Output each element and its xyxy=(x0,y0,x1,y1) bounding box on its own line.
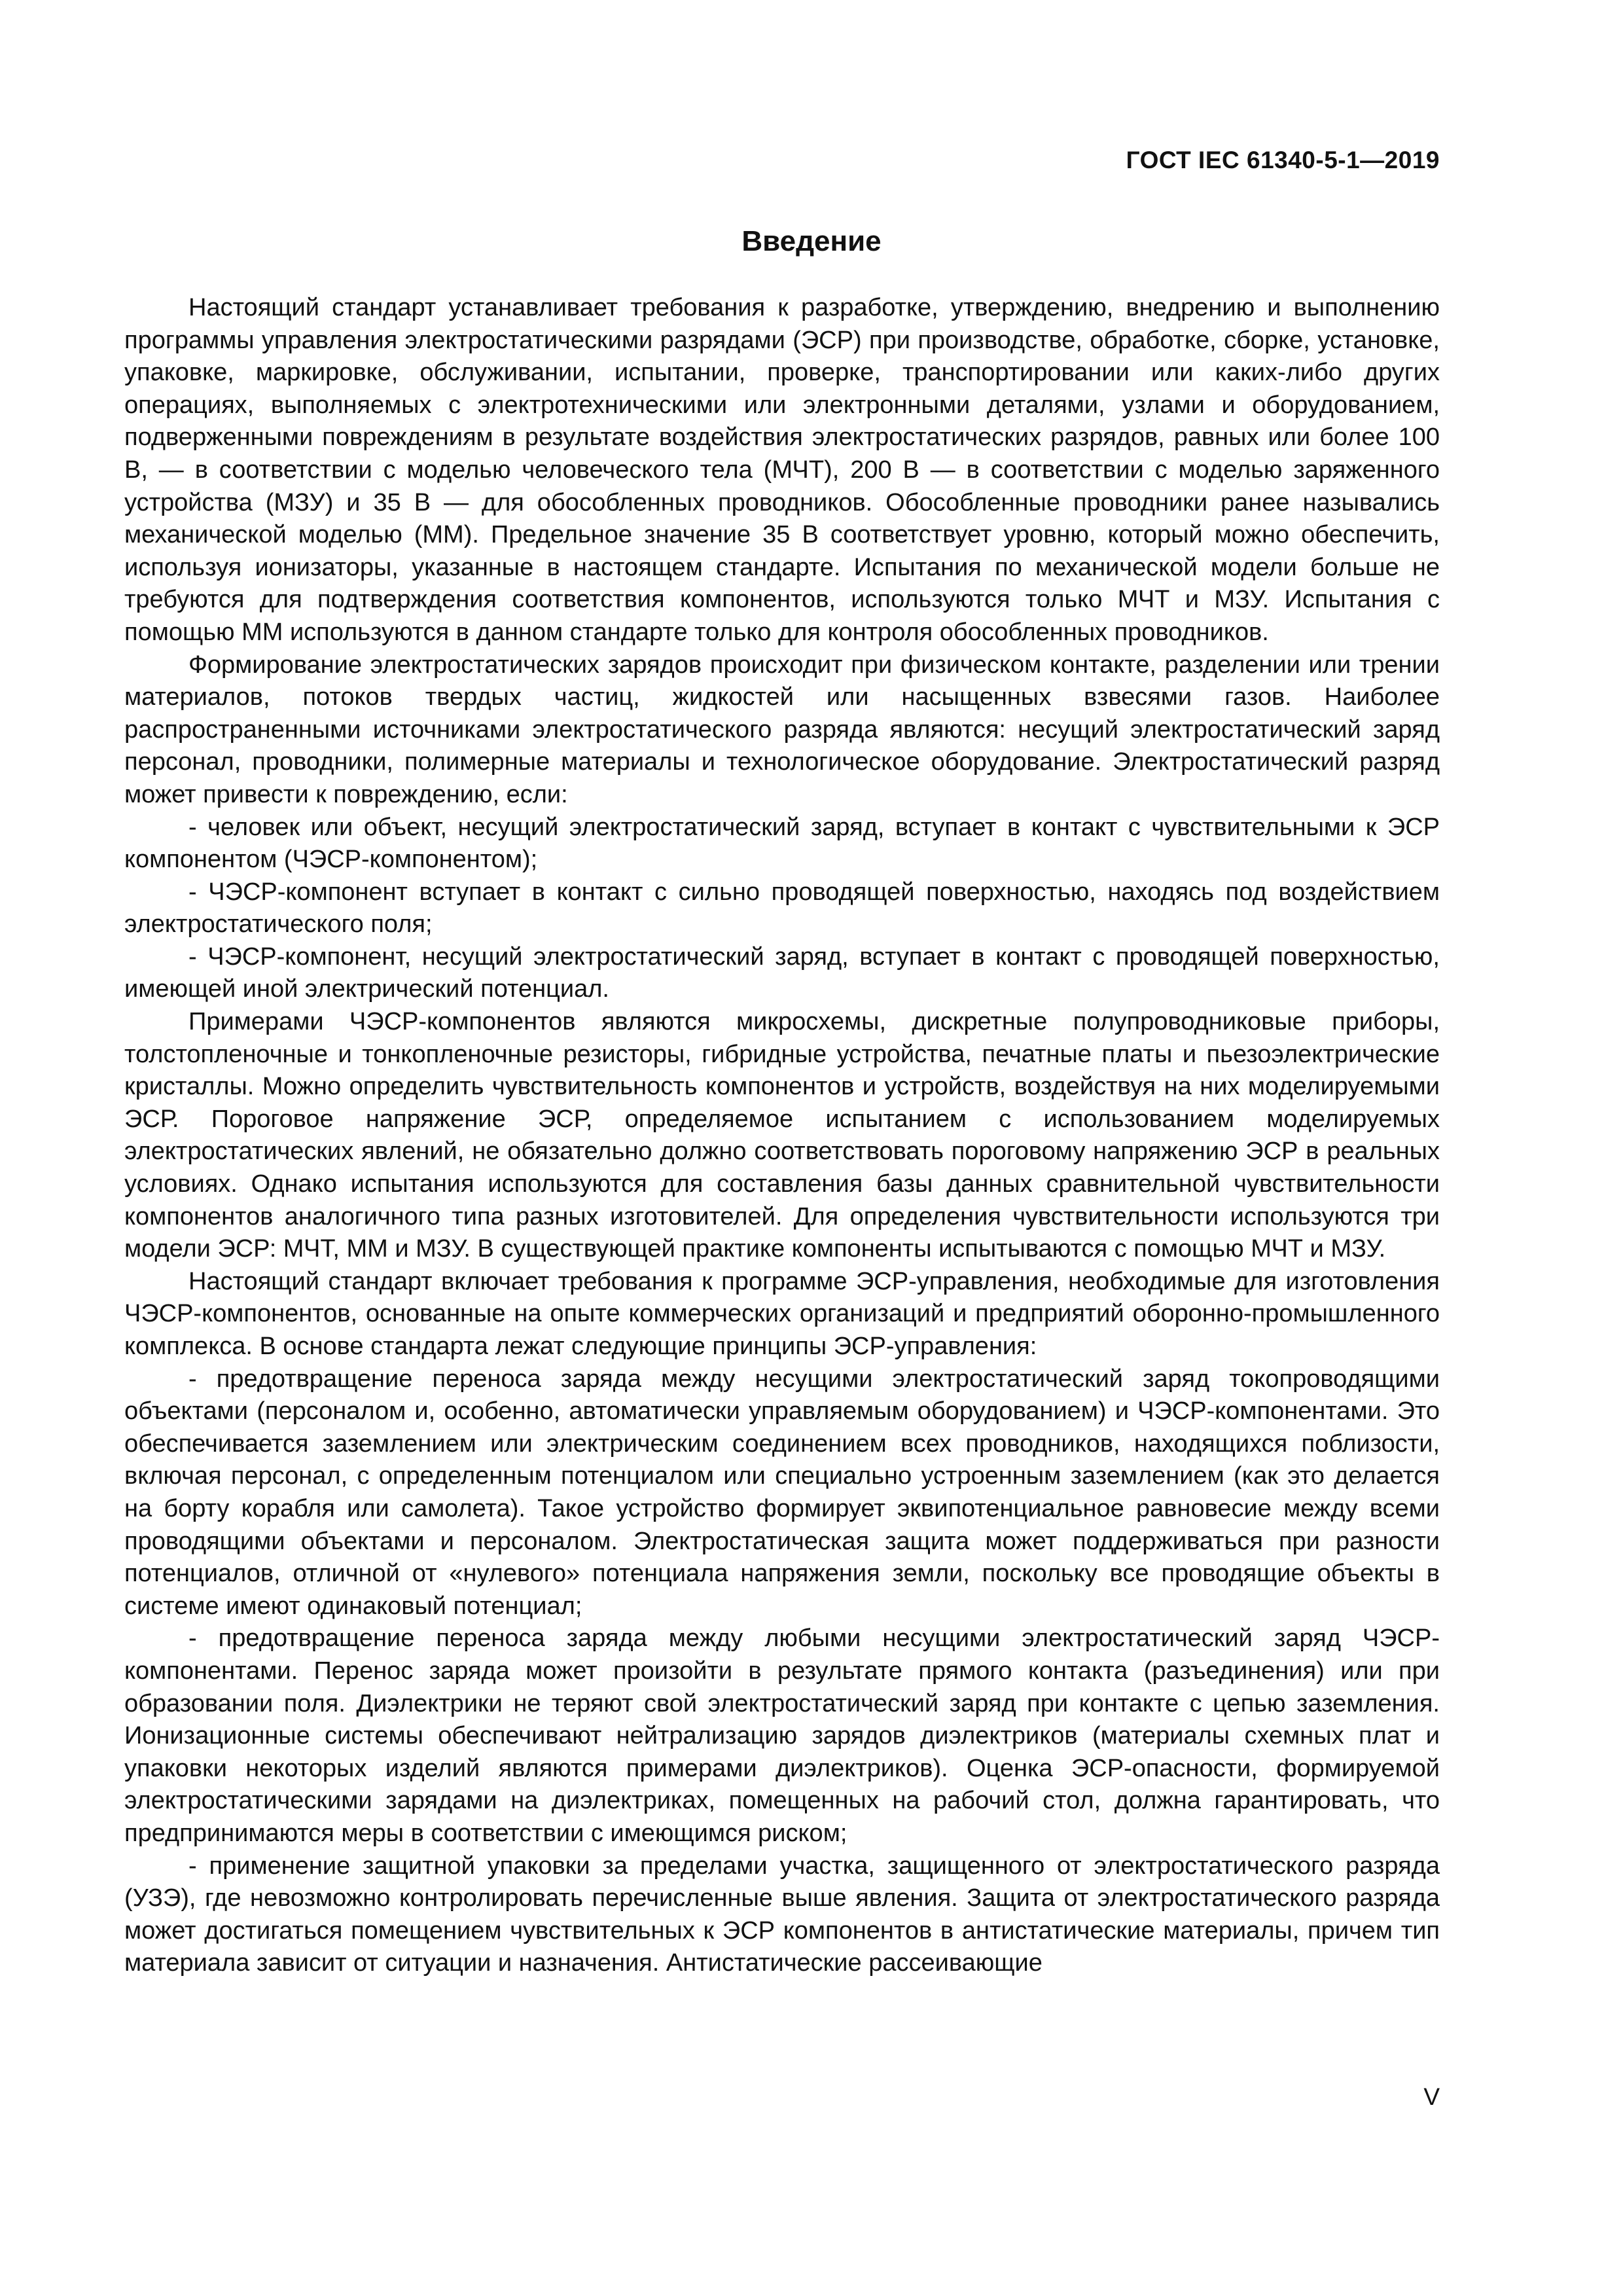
paragraph: Настоящий стандарт включает требования к программе ЭСР-управления, необходимые для изготовления ЧЭСР-компонентов, основанные на опыте коммерческих организаций и предприятий оборонно-промышленного комплекса. В основе стандарта лежат следующие принципы ЭСР-управления: xyxy=(124,1267,1440,1360)
page-number: V xyxy=(1423,2083,1440,2110)
paragraph: Формирование электростатических зарядов происходит при физическом контакте, разделении или трении материалов, потоков твердых частиц, жидкостей или насыщенных взвесями газов. Наиболее распространенными источниками электростатического разряда являются: несущий электростатический заряд персонал, проводники, полимерные материалы и технологическое оборудование. Электростатический разряд может привести к повреждению, если: xyxy=(124,651,1440,808)
document-code: ГОСТ IEC 61340-5-1—2019 xyxy=(1126,147,1440,173)
list-item: - ЧЭСР-компонент, несущий электростатический заряд, вступает в контакт с проводящей поверхностью, имеющей иной электрический потенциал. xyxy=(124,942,1440,1003)
list-item: - человек или объект, несущий электростатический заряд, вступает в контакт с чувствительными к ЭСР компонентом (ЧЭСР-компонентом); xyxy=(124,813,1440,874)
body-text xyxy=(124,292,1440,1980)
list-item: - применение защитной упаковки за пределами участка, защищенного от электростатического разряда (УЗЭ), где невозможно контролировать перечисленные выше явления. Защита от электростатического разряда может достигаться помещением чувствительных к ЭСР компонентов в антистатические материалы, причем тип материала зависит от ситуации и назначения. Антистатические рассеивающие xyxy=(124,1852,1440,1977)
paragraph: Настоящий стандарт устанавливает требования к разработке, утверждению, внедрению и выполнению программы управления электростатическими разрядами (ЭСР) при производстве, обработке, сборке, установке, упаковке, маркировке, обслуживании, испытании, проверке, транспортировании или каких-либо других операциях, выполняемых с электротехническими или электронными деталями, узлами и оборудованием, подверженными повреждениям в результате воздействия электростатических разрядов, равных или более 100 В, — в соответствии с моделью человеческого тела (МЧТ), 200 В — в соответствии с моделью заряженного устройства (МЗУ) и 35 В — для обособленных проводников. Обособленные проводники ранее назывались механической моделью (ММ). Предельное значение 35 В соответствует уровню, который можно обеспечить, используя ионизаторы, указанные в настоящем стандарте. Испытания по механической модели больше не требуются для подтверждения соответствия компонентов, используются только МЧТ и МЗУ. Испытания с помощью ММ используются в данном стандарте только для контроля обособленных проводников. xyxy=(124,294,1440,646)
list-item: - предотвращение переноса заряда между любыми несущими электростатический заряд ЧЭСР-компонентами. Перенос заряда может произойти в результате прямого контакта (разъединения) или при образовании поля. Диэлектрики не теряют свой электростатический заряд при контакте с цепью заземления. Ионизационные системы обеспечивают нейтрализацию зарядов диэлектриков (материалы схемных плат и упаковки некоторых изделий являются примерами диэлектриков). Оценка ЭСР-опасности, формируемой электростатическими зарядами на диэлектриках, помещенных на рабочий стол, должна гарантировать, что предпринимаются меры в соответствии с имеющимся риском; xyxy=(124,1624,1440,1847)
list-item: - предотвращение переноса заряда между несущими электростатический заряд токопроводящими объектами (персоналом и, особенно, автоматически управляемым оборудованием) и ЧЭСР-компонентами. Это обеспечивается заземлением или электрическим соединением всех проводников, находящихся поблизости, включая персонал, с определенным потенциалом или специально устроенным заземлением (как это делается на борту корабля или самолета). Такое устройство формирует эквипотенциальное равновесие между всеми проводящими объектами и персоналом. Электростатическая защита может поддерживаться при разности потенциалов, отличной от «нулевого» потенциала напряжения земли, поскольку все проводящие объекты в системе имеют одинаковый потенциал; xyxy=(124,1365,1440,1620)
section-title: Введение xyxy=(741,225,882,257)
list-item: - ЧЭСР-компонент вступает в контакт с сильно проводящей поверхностью, находясь под воздействием электростатического поля; xyxy=(124,878,1440,939)
paragraph: Примерами ЧЭСР-компонентов являются микросхемы, дискретные полупроводниковые приборы, толстопленочные и тонкопленочные резисторы, гибридные устройства, печатные платы и пьезоэлектрические кристаллы. Можно определить чувствительность компонентов и устройств, воздействуя на них моделируемыми ЭСР. Пороговое напряжение ЭСР, определяемое испытанием с использованием моделируемых электростатических явлений, не обязательно должно соответствовать пороговому напряжению ЭСР в реальных условиях. Однако испытания используются для составления базы данных сравнительной чувствительности компонентов аналогичного типа разных изготовителей. Для определения чувствительности используются три модели ЭСР: МЧТ, ММ и МЗУ. В существующей практике компоненты испытываются с помощью МЧТ и МЗУ. xyxy=(124,1008,1440,1263)
